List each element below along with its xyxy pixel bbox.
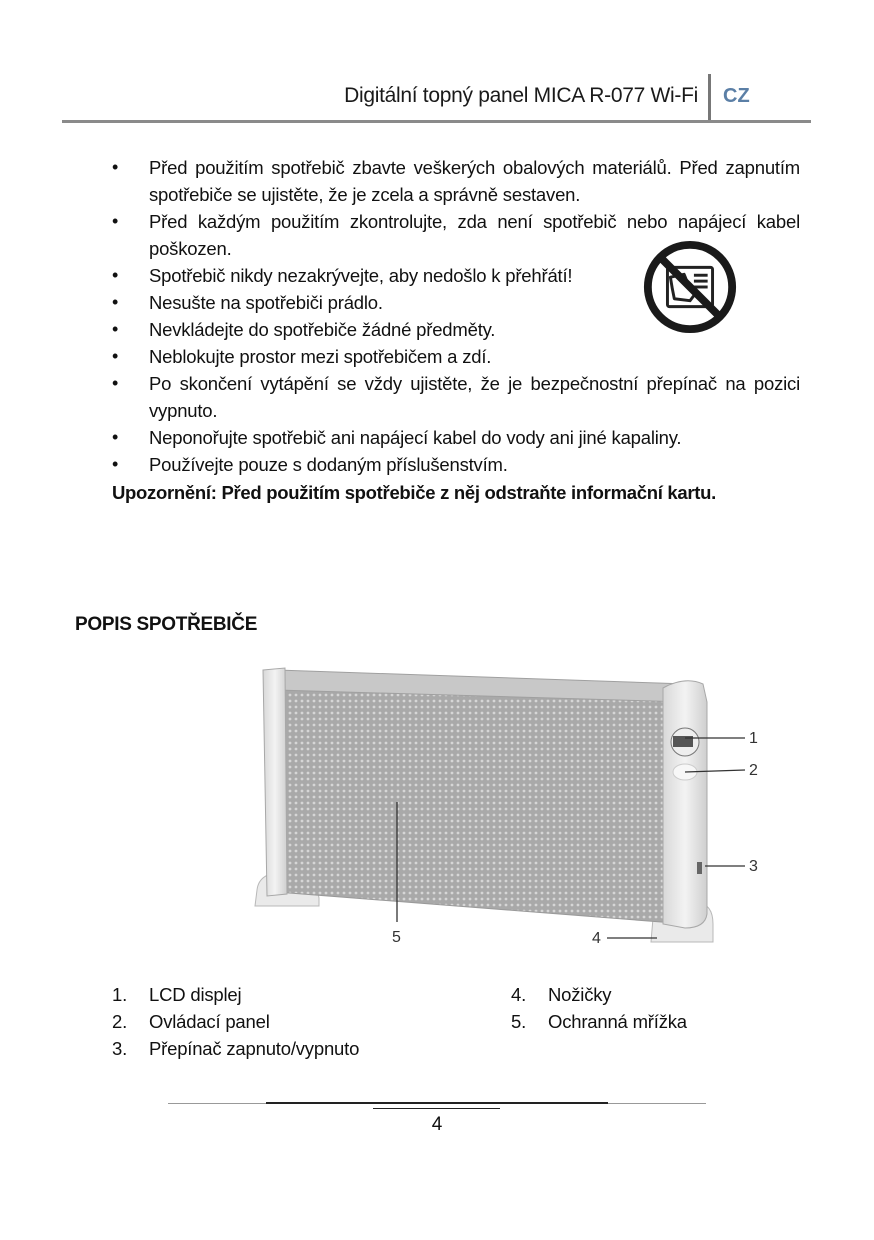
callout-1: 1: [749, 730, 758, 747]
parts-list-left: [112, 981, 359, 1062]
warning-note: Upozornění: Před použitím spotřebiče z něj odstraňte informační kartu.: [112, 482, 716, 503]
list-item: • Před použitím spotřebič zbavte veškerých obalových materiálů. Před zapnutím spotřebiče se ujistěte, že je zcela a správně sestaven.: [112, 154, 800, 208]
list-item: • Po skončení vytápění se vždy ujistěte, že je bezpečnostní přepínač na pozici vypnuto.: [112, 370, 800, 424]
list-item: • Neponořujte spotřebič ani napájecí kabel do vody ani jiné kapaliny.: [112, 424, 800, 451]
header-separator: [708, 74, 711, 120]
list-item: • Nesušte na spotřebiči prádlo.: [112, 289, 609, 316]
header-rule: [62, 120, 811, 123]
language-code: CZ: [723, 85, 750, 107]
callout-5: 5: [392, 929, 401, 946]
footer-rule: [266, 1102, 608, 1104]
list-item: 1. LCD displej: [112, 984, 242, 1005]
list-item: 2. Ovládací panel: [112, 1011, 270, 1032]
callout-2: 2: [749, 762, 758, 779]
list-item: 3. Přepínač zapnuto/vypnuto: [112, 1038, 360, 1059]
no-cover-icon: [641, 238, 739, 336]
list-item: • Spotřebič nikdy nezakrývejte, aby nedošlo k přehřátí!: [112, 262, 609, 289]
callout-4: 4: [592, 930, 601, 947]
list-item: • Nevkládejte do spotřebiče žádné předměty.: [112, 316, 609, 343]
list-item: • Používejte pouze s dodaným příslušenstvím.: [112, 451, 800, 478]
header-title: Digitální topný panel MICA R-077 Wi-Fi: [344, 84, 698, 107]
page-number: 4: [431, 1114, 443, 1135]
list-item: • Před každým použitím zkontrolujte, zda není spotřebič nebo napájecí kabel poškozen.: [112, 208, 800, 262]
list-item: 4. Nožičky: [511, 984, 612, 1005]
list-item: • Neblokujte prostor mezi spotřebičem a zdí.: [112, 343, 609, 370]
list-item: 5. Ochranná mřížka: [511, 1011, 687, 1032]
parts-list-right: [511, 981, 687, 1035]
footer-rule: [373, 1108, 500, 1109]
callout-3: 3: [749, 858, 758, 875]
heater-illustration: [245, 662, 775, 954]
section-title: POPIS SPOTŘEBIČE: [75, 614, 258, 635]
